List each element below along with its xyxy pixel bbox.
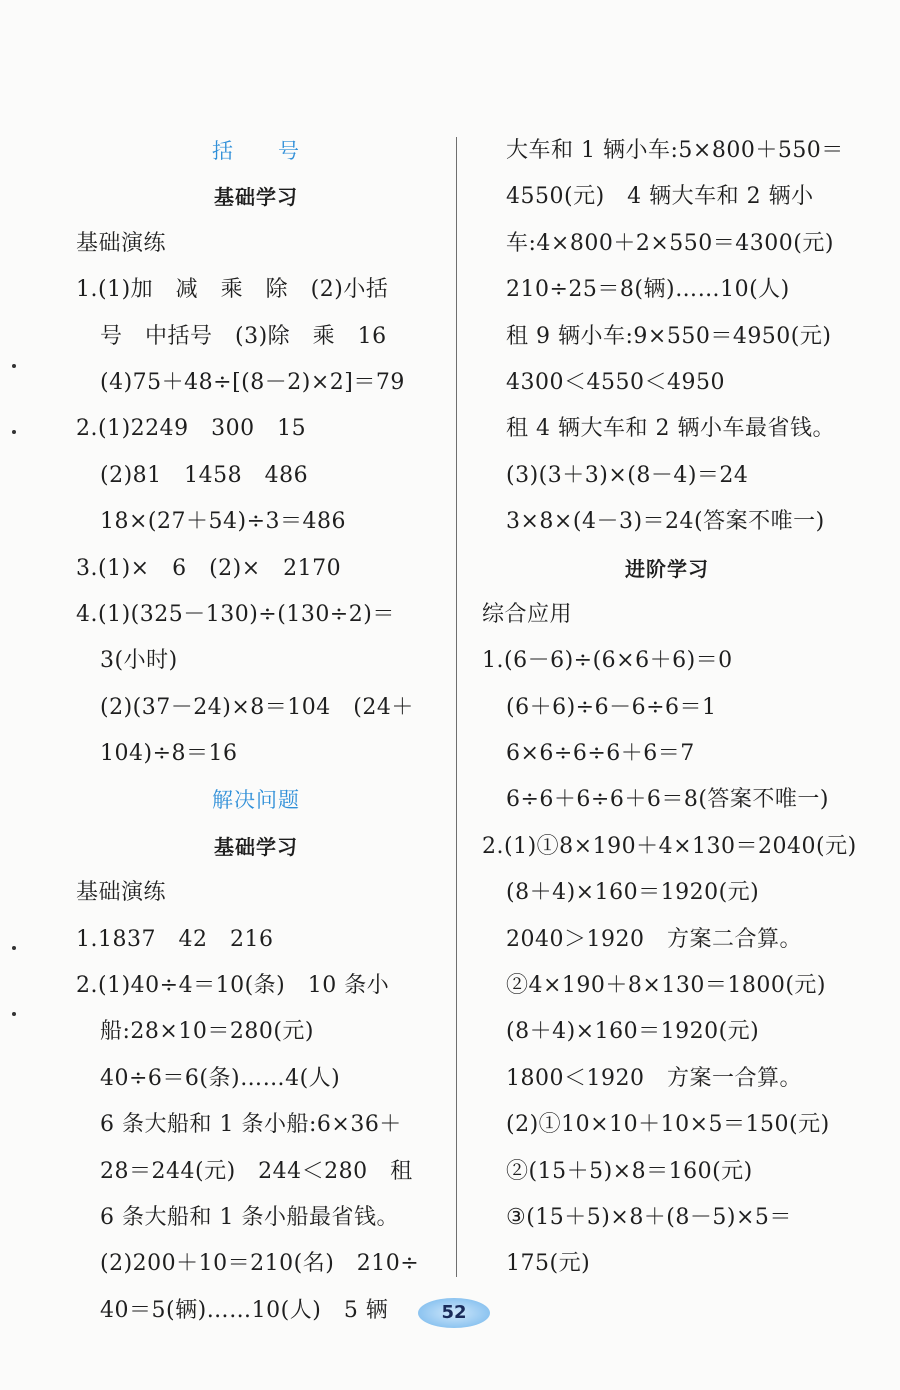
answer-line: 18×(27＋54)÷3＝486 [100,509,347,535]
scan-dot [12,364,16,368]
answer-line: 6×6÷6÷6＋6＝7 [506,741,695,767]
category-basic-practice: 基础演练 [76,880,167,906]
answer-line: 4550(元) 4 辆大车和 2 辆小 [506,184,814,210]
answer-line: 3(小时) [100,648,178,674]
category-basic-practice: 基础演练 [76,230,167,256]
subsection-basic-study: 基础学习 [214,185,298,210]
scan-dot [12,946,16,950]
answer-line: (2)81 1458 486 [100,462,309,488]
answer-line: 6 条大船和 1 条小船:6×36＋ [100,1112,402,1138]
subsection-advanced-study: 进阶学习 [625,556,709,581]
answer-line: (4)75＋48÷[(8－2)×2]＝79 [100,369,405,395]
answer-line: 40＝5(辆)……10(人) 5 辆 [100,1297,389,1323]
answer-line: 40÷6＝6(条)……4(人) [100,1065,341,1091]
answer-line: 1800＜1920 方案一合算。 [506,1065,802,1091]
answer-line: 号 中括号 (3)除 乘 16 [100,323,387,349]
answer-line: 1.1837 42 216 [76,926,274,952]
section-title-solve-problems: 解决问题 [212,788,300,813]
answer-line: (6＋6)÷6－6÷6＝1 [506,694,717,720]
answer-line: ③(15＋5)×8＋(8－5)×5＝ [506,1204,792,1230]
answer-line: 4.(1)(325－130)÷(130÷2)＝ [76,601,395,627]
answer-line: 2.(1)①8×190＋4×130＝2040(元) [482,833,857,859]
subsection-basic-study: 基础学习 [214,834,298,859]
answer-line: 1.(6－6)÷(6×6＋6)＝0 [482,648,733,674]
category-comprehensive-application: 综合应用 [482,601,573,627]
answer-line: ②4×190＋8×130＝1800(元) [506,973,826,999]
answer-line: 车:4×800＋2×550＝4300(元) [506,230,834,256]
answer-line: 3×8×(4－3)＝24(答案不唯一) [506,509,825,535]
answer-line: (3)(3＋3)×(8－4)＝24 [506,462,749,488]
answer-line: 2.(1)2249 300 15 [76,416,307,442]
answer-line: 175(元) [506,1251,591,1277]
answer-line: 104)÷8＝16 [100,741,238,767]
answer-line: 租 9 辆小车:9×550＝4950(元) [506,323,832,349]
column-divider [456,137,457,1277]
right-column [482,128,857,1288]
answer-line: (8＋4)×160＝1920(元) [506,880,760,906]
answer-line: 210÷25＝8(辆)……10(人) [506,277,790,303]
page-number: 52 [418,1298,490,1328]
answer-line: (2)①10×10＋10×5＝150(元) [506,1112,830,1138]
answer-line: 大车和 1 辆小车:5×800＋550＝ [506,138,844,163]
answer-line: 3.(1)× 6 (2)× 2170 [76,555,342,581]
answer-line: 2.(1)40÷4＝10(条) 10 条小 [76,973,390,999]
answer-line: 船:28×10＝280(元) [100,1019,314,1045]
answer-line: ②(15＋5)×8＝160(元) [506,1158,753,1184]
answer-line: 1.(1)加 减 乘 除 (2)小括 [76,277,389,303]
section-title-brackets: 括 号 [212,139,300,163]
answer-line: 6 条大船和 1 条小船最省钱。 [100,1204,399,1230]
answer-line: (2)200＋10＝210(名) 210÷ [100,1251,420,1277]
answer-line: 4300＜4550＜4950 [506,369,725,395]
answer-line: 租 4 辆大车和 2 辆小车最省钱。 [506,416,835,442]
scan-dot [12,430,16,434]
left-column [76,128,436,1334]
answer-line: (2)(37－24)×8＝104 (24＋ [100,694,414,720]
answer-line: 6÷6＋6÷6＋6＝8(答案不唯一) [506,787,830,813]
scan-dot [12,1012,16,1016]
answer-line: 2040＞1920 方案二合算。 [506,926,802,952]
answer-line: (8＋4)×160＝1920(元) [506,1019,760,1045]
answer-line: 28＝244(元) 244＜280 租 [100,1158,413,1184]
